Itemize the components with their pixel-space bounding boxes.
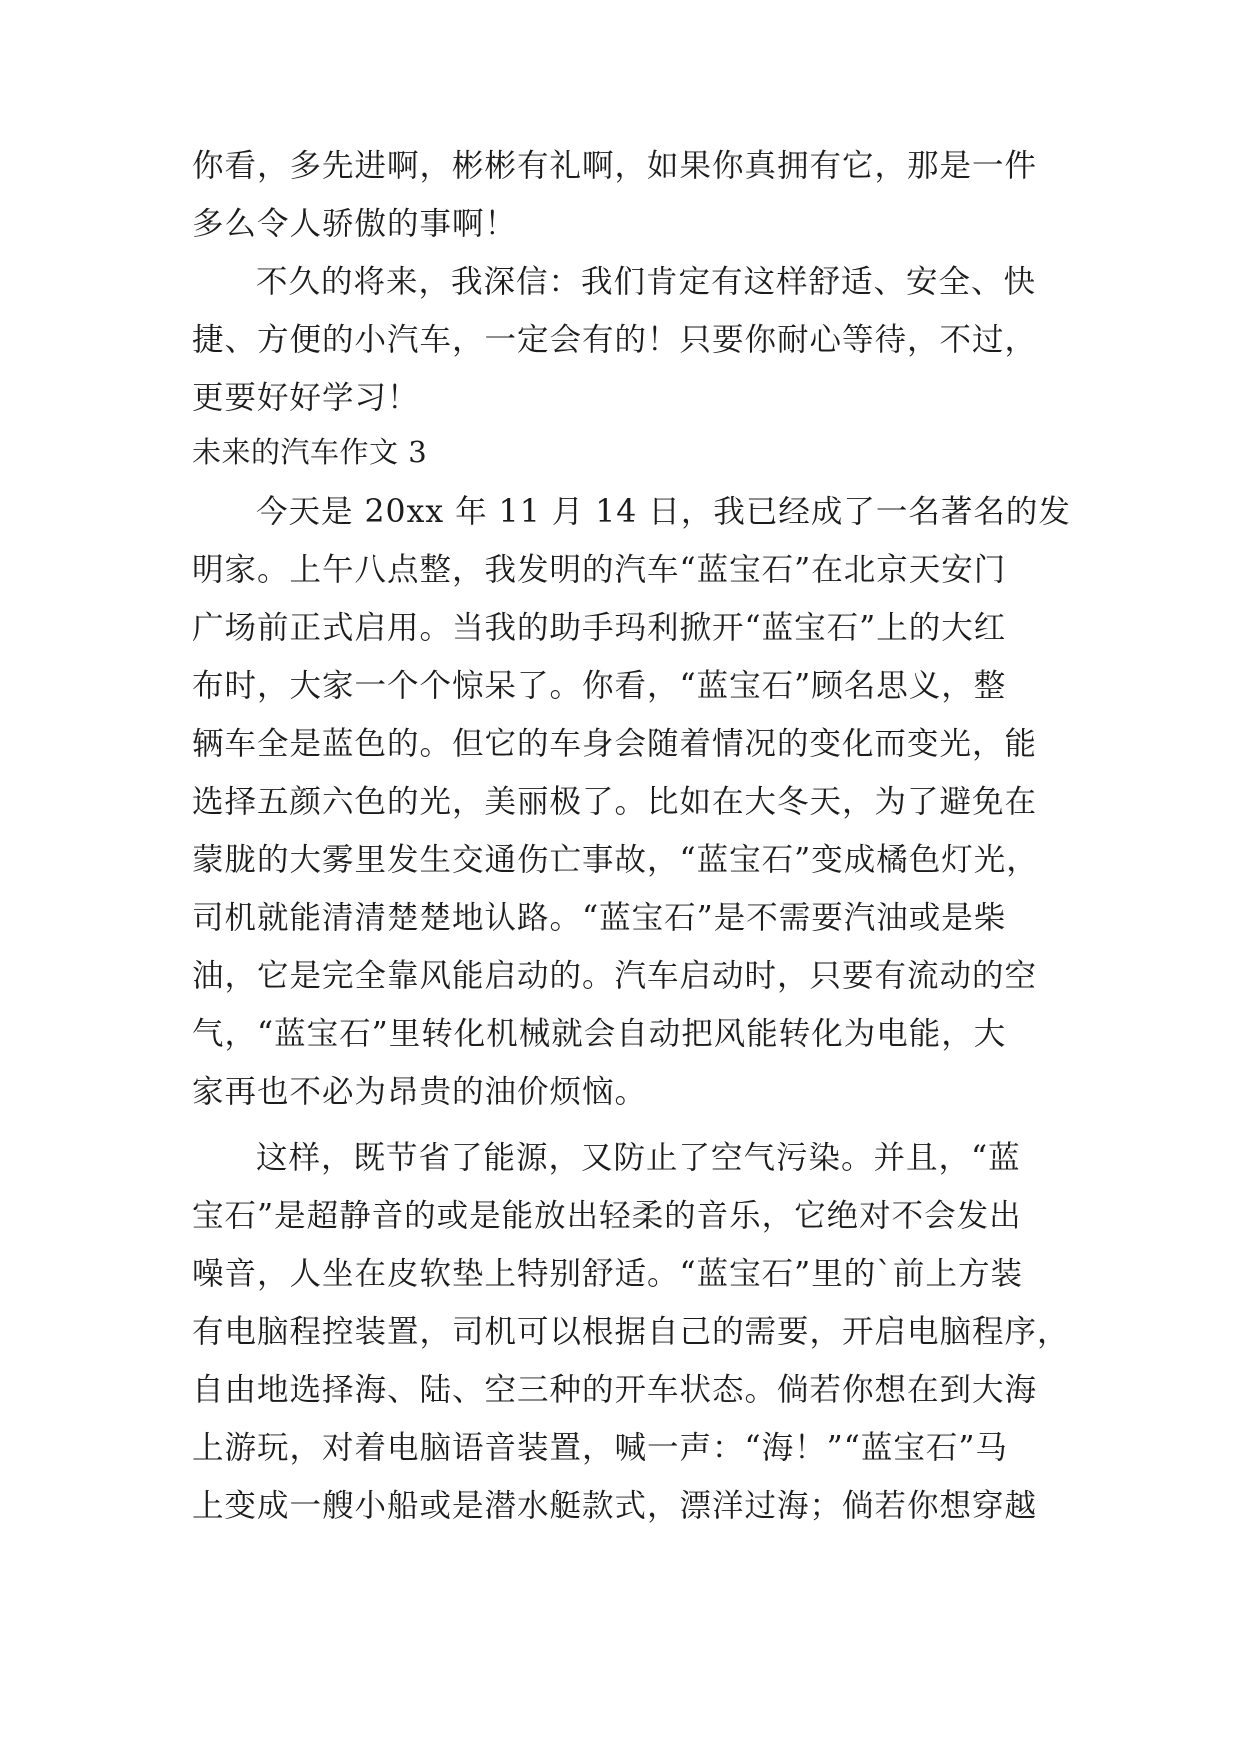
paragraph-line: 选择五颜六色的光，美丽极了。比如在大冬天，为了避免在 xyxy=(192,784,1038,820)
paragraph-line: 这样，既节省了能源，又防止了空气污染。并且，“蓝 xyxy=(256,1140,1021,1176)
paragraph-line: 更要好好学习！ xyxy=(192,380,420,416)
paragraph-line: 辆车全是蓝色的。但它的车身会随着情况的变化而变光，能 xyxy=(192,726,1038,762)
paragraph-line: 司机就能清清楚楚地认路。“蓝宝石”是不需要汽油或是柴 xyxy=(192,900,1007,936)
paragraph-line: 油，它是完全靠风能启动的。汽车启动时，只要有流动的空 xyxy=(192,958,1038,994)
paragraph-line: 广场前正式启用。当我的助手玛利掀开“蓝宝石”上的大红 xyxy=(192,610,1007,646)
paragraph-line: 布时，大家一个个惊呆了。你看，“蓝宝石”顾名思义，整 xyxy=(192,668,1007,704)
paragraph-line: 今天是 20xx 年 11 月 14 日，我已经成了一名著名的发 xyxy=(256,494,1071,530)
paragraph-line: 宝石”是超静音的或是能放出轻柔的音乐，它绝对不会发出 xyxy=(192,1198,1022,1234)
paragraph-line: 有电脑程控装置，司机可以根据自己的需要，开启电脑程序， xyxy=(192,1314,1070,1350)
paragraph-line: 自由地选择海、陆、空三种的开车状态。倘若你想在到大海 xyxy=(192,1372,1038,1408)
paragraph-line: 明家。上午八点整，我发明的汽车“蓝宝石”在北京天安门 xyxy=(192,552,1007,588)
paragraph-line: 噪音，人坐在皮软垫上特别舒适。“蓝宝石”里的`前上方装 xyxy=(192,1256,1023,1292)
paragraph-line: 多么令人骄傲的事啊！ xyxy=(192,206,518,242)
paragraph-line: 家再也不必为昂贵的油价烦恼。 xyxy=(192,1074,648,1110)
paragraph-line: 上变成一艘小船或是潜水艇款式，漂洋过海；倘若你想穿越 xyxy=(192,1488,1038,1524)
paragraph-line: 不久的将来，我深信：我们肯定有这样舒适、安全、快 xyxy=(256,264,1037,300)
paragraph-line: 蒙胧的大雾里发生交通伤亡事故，“蓝宝石”变成橘色灯光， xyxy=(192,842,1039,878)
paragraph-line: 你看，多先进啊，彬彬有礼啊，如果你真拥有它，那是一件 xyxy=(192,148,1038,184)
section-heading: 未来的汽车作文 3 xyxy=(192,435,428,469)
paragraph-line: 气，“蓝宝石”里转化机械就会自动把风能转化为电能，大 xyxy=(192,1016,1007,1052)
paragraph-line: 捷、方便的小汽车，一定会有的！只要你耐心等待，不过， xyxy=(192,322,1038,358)
paragraph-line: 上游玩，对着电脑语音装置，喊一声：“海！”“蓝宝石”马 xyxy=(192,1430,1008,1466)
